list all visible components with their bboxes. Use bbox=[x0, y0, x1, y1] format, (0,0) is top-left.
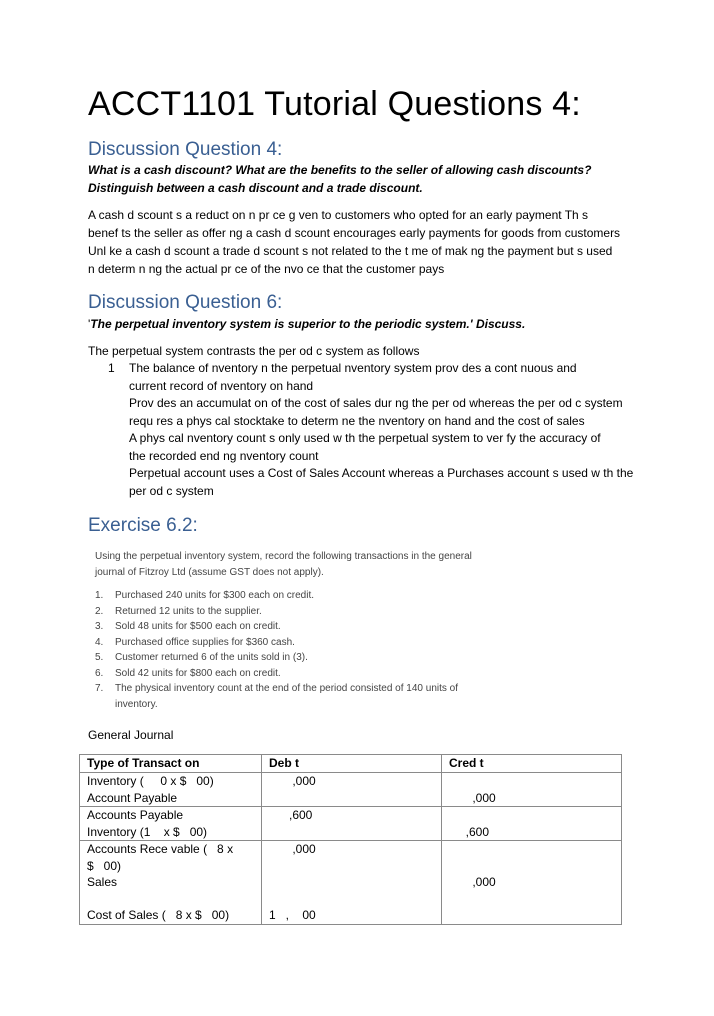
dq6-question bbox=[88, 315, 648, 333]
cell-line bbox=[269, 790, 434, 807]
figure-item bbox=[95, 666, 495, 682]
figure-item-line: Purchased office supplies for $360 cash. bbox=[115, 636, 295, 648]
cell-line bbox=[269, 874, 434, 891]
table-cell bbox=[441, 773, 621, 807]
cell-line: ,000 bbox=[448, 790, 496, 805]
dq4-heading: Discussion Question 4: bbox=[88, 139, 283, 160]
table-cell bbox=[441, 841, 621, 925]
table-header-row bbox=[80, 755, 622, 773]
cell-line: Inventory ( 0 x $ 00) bbox=[87, 774, 214, 788]
column-header: Cred t bbox=[441, 755, 621, 773]
table-cell bbox=[262, 773, 442, 807]
list-item-line: Prov des an accumulat on of the cost of sales dur ng the per od whereas the per od c system bbox=[129, 396, 623, 410]
cell-line: $ 00) bbox=[87, 858, 122, 873]
figure-item bbox=[95, 681, 495, 712]
figure-item bbox=[95, 650, 495, 666]
cell-line: ,000 bbox=[269, 774, 316, 788]
list-item-line: current record of nventory on hand bbox=[129, 378, 314, 393]
table-cell bbox=[80, 841, 262, 925]
cell-line: Sales bbox=[87, 875, 118, 889]
figure-item-line: Customer returned 6 of the units sold in (3). bbox=[115, 652, 308, 663]
dq4-answer-line: A cash d scount s a reduct on n pr ce g ven to customers who opted for an early payment Th s bbox=[88, 208, 589, 222]
cell-line bbox=[449, 841, 614, 858]
cell-line: Inventory (1 x $ 00) bbox=[87, 824, 208, 839]
figure-item-line: Sold 42 units for $800 each on credit. bbox=[115, 667, 281, 679]
dq6-intro: The perpetual system contrasts the per od c system as follows bbox=[88, 344, 420, 358]
figure-item bbox=[95, 635, 495, 651]
list-item bbox=[88, 430, 648, 465]
table-cell bbox=[80, 807, 262, 841]
cell-line: Cost of Sales ( 8 x $ 00) bbox=[87, 908, 230, 922]
cell-line bbox=[449, 891, 614, 908]
figure-list bbox=[95, 588, 495, 712]
exercise-figure bbox=[95, 549, 495, 721]
list-item-line: A phys cal nventory count s only used w th the perpetual system to ver fy the accuracy of bbox=[129, 431, 601, 445]
dq6-question-open: ' bbox=[88, 317, 91, 331]
dq6-question-text: The perpetual inventory system is superior to the periodic system. bbox=[90, 317, 470, 331]
table-cell bbox=[262, 807, 442, 841]
table-row bbox=[80, 807, 622, 841]
figure-item bbox=[95, 588, 495, 604]
figure-item-number: 1. bbox=[95, 590, 104, 601]
cell-line: ,000 bbox=[269, 842, 316, 856]
table-cell bbox=[441, 807, 621, 841]
ex62-heading: Exercise 6.2: bbox=[88, 515, 198, 536]
dq6-question-close: ' Discuss. bbox=[469, 317, 526, 331]
page-title: ACCT1101 Tutorial Questions 4: bbox=[88, 85, 581, 123]
table-cell bbox=[80, 773, 262, 807]
figure-intro-line: journal of Fitzroy Ltd (assume GST does not apply). bbox=[95, 566, 324, 578]
cell-line: Accounts Payable bbox=[87, 808, 184, 822]
list-item-line: requ res a phys cal stocktake to determ ne the nventory on hand and the cost of sales bbox=[129, 413, 585, 428]
table-cell bbox=[262, 841, 442, 925]
cell-line bbox=[269, 824, 434, 841]
cell-line bbox=[269, 891, 434, 908]
table-row bbox=[80, 773, 622, 807]
cell-line bbox=[449, 807, 614, 824]
figure-item-line: Returned 12 units to the supplier. bbox=[115, 605, 262, 617]
dq4-question bbox=[88, 161, 648, 197]
dq4-answer-line: Unl ke a cash d scount a trade d scount s not related to the t me of mak ng the payment but s used bbox=[88, 244, 613, 258]
list-item bbox=[88, 360, 648, 395]
figure-item-line: Sold 48 units for $500 each on credit. bbox=[115, 621, 281, 632]
cell-line bbox=[449, 858, 614, 875]
figure-item bbox=[95, 619, 495, 635]
dq6-list bbox=[88, 360, 648, 500]
dq4-answer-line: n determ n ng the actual pr ce of the nvo ce that the customer pays bbox=[88, 262, 445, 276]
list-item bbox=[88, 465, 648, 500]
figure-item-number: 4. bbox=[95, 636, 104, 648]
figure-intro-line: Using the perpetual inventory system, record the following transactions in the general bbox=[95, 551, 472, 562]
figure-item-number: 3. bbox=[95, 621, 104, 632]
column-header: Type of Transact on bbox=[80, 755, 262, 773]
column-header: Deb t bbox=[262, 755, 442, 773]
cell-line: Accounts Rece vable ( 8 x bbox=[87, 842, 234, 856]
cell-line: ,600 bbox=[448, 824, 490, 839]
figure-item-number: 2. bbox=[95, 605, 104, 617]
figure-item-line: Purchased 240 units for $300 each on credit. bbox=[115, 590, 315, 601]
cell-line: 1 , 00 bbox=[269, 908, 316, 922]
list-item-number: 1 bbox=[108, 361, 115, 375]
list-item-line: The balance of nventory n the perpetual nventory system prov des a cont nuous and bbox=[129, 361, 577, 375]
general-journal-table bbox=[79, 754, 622, 925]
figure-item-number: 7. bbox=[95, 683, 104, 694]
cell-line bbox=[449, 773, 614, 790]
table-row bbox=[80, 841, 622, 925]
cell-line: Account Payable bbox=[87, 790, 178, 805]
cell-line bbox=[87, 891, 254, 908]
list-item-line: per od c system bbox=[129, 483, 214, 498]
figure-item-line: inventory. bbox=[115, 698, 158, 710]
figure-item-line: The physical inventory count at the end of the period consisted of 140 units of bbox=[115, 683, 458, 694]
cell-line: ,000 bbox=[448, 875, 496, 889]
dq4-answer bbox=[88, 206, 648, 278]
journal-label: General Journal bbox=[88, 728, 174, 742]
figure-item bbox=[95, 604, 495, 620]
figure-item-number: 5. bbox=[95, 652, 104, 663]
list-item bbox=[88, 395, 648, 430]
cell-line: ,600 bbox=[269, 808, 313, 822]
list-item-line: the recorded end ng nventory count bbox=[129, 448, 319, 463]
figure-item-number: 6. bbox=[95, 667, 104, 679]
dq4-answer-line: benef ts the seller as offer ng a cash d scount encourages early payments for goods from customers bbox=[88, 226, 621, 240]
dq6-heading: Discussion Question 6: bbox=[88, 292, 283, 313]
dq4-question-line: What is a cash discount? What are the benefits to the seller of allowing cash discounts? bbox=[88, 163, 592, 177]
cell-line bbox=[269, 858, 434, 875]
cell-line bbox=[449, 907, 614, 924]
dq4-question-line: Distinguish between a cash discount and a trade discount. bbox=[88, 181, 423, 195]
list-item-line: Perpetual account uses a Cost of Sales Account whereas a Purchases account s used w th the bbox=[129, 466, 634, 480]
